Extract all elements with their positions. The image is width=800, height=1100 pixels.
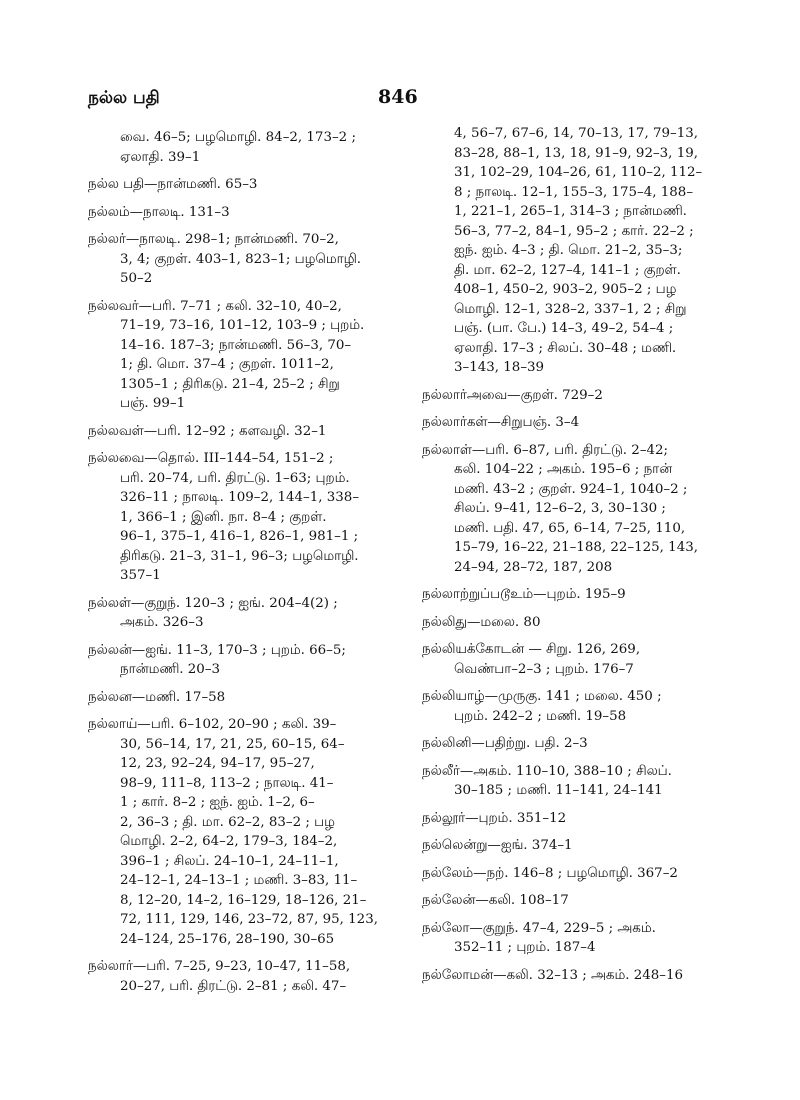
index-entry-line: நல்லேன்—கலி. 108–17 [422,893,569,908]
index-entry-line: நல்லம்—நாலடி. 131–3 [88,204,230,220]
index-entry [88,297,410,414]
index-entry [88,641,410,680]
index-entry-line: ஏலாதி. 39–1 [120,149,201,165]
index-entry-line: நல்லார்அவை—குறள். 729–2 [422,387,603,403]
index-entry-line: நல்லாய்—பரி. 6–102, 20–90 ; கலி. 39– [88,717,337,732]
index-entry-line: நல்லவை—தொல். III–144–54, 151–2 ; [88,451,334,466]
index-entry-line: நல்லார்கள்—சிறுபஞ். 3–4 [422,415,580,430]
index-entry [88,449,410,586]
index-entry-line: 8, 12–20, 14–2, 16–129, 18–126, 21– [120,892,367,908]
index-entry-line: 1305–1 ; திரிகடு. 21–4, 25–2 ; சிறு [120,376,340,392]
index-entry-line: நல்லன—மணி. 17–58 [88,689,226,705]
index-entry-line: நல்லன்—ஐங். 11–3, 170–3 ; புறம். 66–5; [88,642,346,658]
index-entry-line: நல்லார்—பரி. 7–25, 9–23, 10–47, 11–58, [88,959,351,974]
index-entry-line: திரிகடு. 21–3, 31–1, 96–3; பழமொழி. [120,548,359,564]
index-entry-line: நல்ல பதி—நான்மணி. 65–3 [88,177,258,192]
index-entry-line: மொழி. 12–1, 328–2, 337–1, 2 ; சிறு [454,301,687,317]
index-entry-line: 71–19, 73–16, 101–12, 103–9 ; புறம். [120,318,365,333]
index-entry-line: நல்லேம்—நற். 146–8 ; பழமொழி. 367–2 [422,865,678,881]
index-entry-line: 2, 36–3 ; தி. மா. 62–2, 83–2 ; பழ [120,814,335,830]
index-entry-line: நல்லீர்—அகம். 110–10, 388–10 ; சிலப். [422,763,672,779]
index-entry [422,919,722,958]
index-entry [422,441,722,578]
index-entry-line: நல்லினி—பதிற்று. பதி. 2–3 [422,736,588,751]
index-entry [422,734,722,754]
index-entry-line: 96–1, 375–1, 416–1, 826–1, 981–1 ; [120,529,359,544]
index-entry-continuation [422,124,722,378]
index-entry-line: நல்லர்—நாலடி. 298–1; நான்மணி. 70–2, [88,232,339,247]
index-entry [422,640,722,679]
index-entry-line: 72, 111, 129, 146, 23–72, 87, 95, 123, [120,912,378,927]
index-entry-line: 3, 4; குறள். 403–1, 823–1; பழமொழி. [120,251,362,267]
index-entry [88,422,410,442]
index-entry-line: 3–143, 18–39 [454,360,545,375]
index-entry-line: நல்லிது—மலை. 80 [422,614,541,630]
index-entry [422,836,722,856]
index-entry-line: வெண்பா–2–3 ; புறம். 176–7 [454,661,634,677]
index-entry-line: 24–12–1, 24–13–1 ; மணி. 3–83, 11– [120,873,358,888]
index-entry [422,413,722,433]
index-entry-line: கலி. 104–22 ; அகம். 195–6 ; நான் [454,462,673,477]
index-entry-line: நல்லென்று—ஐங். 374–1 [422,838,573,853]
index-entry-line: நல்லூர்—புறம். 351–12 [422,810,567,826]
index-entry [422,891,722,911]
index-entry-line: மொழி. 2–2, 64–2, 179–3, 184–2, [120,834,338,849]
index-entry-line: 352–11 ; புறம். 187–4 [454,940,596,955]
index-entry-line: பஞ். 99–1 [120,396,186,411]
index-entry [422,687,722,726]
index-entry-line: சிலப். 9–41, 12–6–2, 3, 30–130 ; [454,501,666,516]
index-entry-line: 98–9, 111–8, 113–2 ; நாலடி. 41– [120,775,334,791]
index-entry-line: ஏலாதி. 17–3 ; சிலப். 30–48 ; மணி. [454,340,677,356]
index-entry [88,175,410,195]
index-entry-line: தி. மா. 62–2, 127–4, 141–1 ; குறள். [454,262,681,278]
index-entry-line: 24–94, 28–72, 187, 208 [454,559,613,575]
index-entry-line: பஞ். (பா. பே.) 14–3, 49–2, 54–4 ; [454,321,674,336]
index-entry-line: 408–1, 450–2, 903–2, 905–2 ; பழ [454,282,677,297]
running-head: நல்ல பதி [88,88,160,108]
index-entry-line: நல்லாற்றுப்படூஉம்—புறம். 195–9 [422,587,626,602]
index-entry-line: நல்லவள்—பரி. 12–92 ; களவழி. 32–1 [88,423,327,439]
index-entry [88,715,410,949]
index-entry-line: நல்லவர்—பரி. 7–71 ; கலி. 32–10, 40–2, [88,298,342,314]
index-entry-line: 8 ; நாலடி. 12–1, 155–3, 175–4, 188– [454,184,694,200]
index-entry-line: 4, 56–7, 67–6, 14, 70–13, 17, 79–13, [454,126,698,141]
index-entry-line: வை. 46–5; பழமொழி. 84–2, 173–2 ; [120,130,356,145]
index-entry-line: நல்லாள்—பரி. 6–87, பரி. திரட்டு. 2–42; [422,442,669,458]
index-entry-line: 1, 366–1 ; இனி. நா. 8–4 ; குறள். [120,509,327,525]
index-entry-line: 357–1 [120,568,161,583]
index-entry-line: புறம். 242–2 ; மணி. 19–58 [454,708,627,724]
index-entry-line: 1 ; கார். 8–2 ; ஐந். ஐம். 1–2, 6– [120,795,315,810]
index-entry-line: 30–185 ; மணி. 11–141, 24–141 [454,783,663,798]
index-entry [88,230,410,289]
index-entry [422,864,722,884]
index-entry-line: 12, 23, 92–24, 94–17, 95–27, [120,756,315,771]
index-entry-line: நல்லியக்கோடன் — சிறு. 126, 269, [422,642,641,657]
index-entry-line: 31, 102–29, 104–26, 61, 110–2, 112– [454,165,703,180]
index-entry-line: மணி. பதி. 47, 65, 6–14, 7–25, 110, [454,520,686,536]
index-entry-line: 56–3, 77–2, 84–1, 95–2 ; கார். 22–2 ; [454,223,694,239]
index-entry-line: 24–124, 25–176, 28–190, 30–65 [120,931,335,947]
index-entry-line: 30, 56–14, 17, 21, 25, 60–15, 64– [120,736,345,752]
index-entry-line: 83–28, 88–1, 13, 18, 91–9, 92–3, 19, [454,145,698,161]
index-entry [88,688,410,708]
index-entry-line: நல்லியாழ்—முருகு. 141 ; மலை. 450 ; [422,689,662,704]
index-entry [422,386,722,406]
index-entry-line: 326–11 ; நாலடி. 109–2, 144–1, 338– [120,490,360,505]
index-entry [88,594,410,633]
page-number: 846 [378,86,418,108]
index-entry-line: அகம். 326–3 [120,615,204,630]
index-entry-line: 14–16. 187–3; நான்மணி. 56–3, 70– [120,337,352,353]
index-entry [422,809,722,829]
index-entry-line: 396–1 ; சிலப். 24–10–1, 24–11–1, [120,853,339,869]
index-entry [422,762,722,801]
index-entry-line: மணி. 43–2 ; குறள். 924–1, 1040–2 ; [454,481,688,497]
index-entry-line: 50–2 [120,271,153,286]
index-entry-line: பரி. 20–74, பரி. திரட்டு. 1–63; புறம். [120,470,350,486]
index-entry-line: நான்மணி. 20–3 [120,662,221,677]
index-entry-line: நல்லள்—குறுந். 120–3 ; ஐங். 204–4(2) ; [88,595,338,611]
index-entry-line: நல்லோமன்—கலி. 32–13 ; அகம். 248–16 [422,967,684,983]
index-entry-line: 20–27, பரி. திரட்டு. 2–81 ; கலி. 47– [120,978,347,994]
index-column-left [88,128,410,1004]
index-entry-line: நல்லோ—குறுந். 47–4, 229–5 ; அகம். [422,920,656,936]
index-entry-line: 15–79, 16–22, 21–188, 22–125, 143, [454,540,698,555]
index-entry-line: ஐந். ஐம். 4–3 ; தி. மொ. 21–2, 35–3; [454,243,683,258]
index-entry-line: 1; தி. மொ. 37–4 ; குறள். 1011–2, [120,357,334,372]
index-entry-continuation [88,128,410,167]
index-entry [422,585,722,605]
index-entry [422,613,722,633]
index-entry-line: 1, 221–1, 265–1, 314–3 ; நான்மணி. [454,204,687,219]
index-entry [422,966,722,986]
index-entry [88,203,410,223]
index-entry [88,957,410,996]
index-column-right [422,124,722,993]
